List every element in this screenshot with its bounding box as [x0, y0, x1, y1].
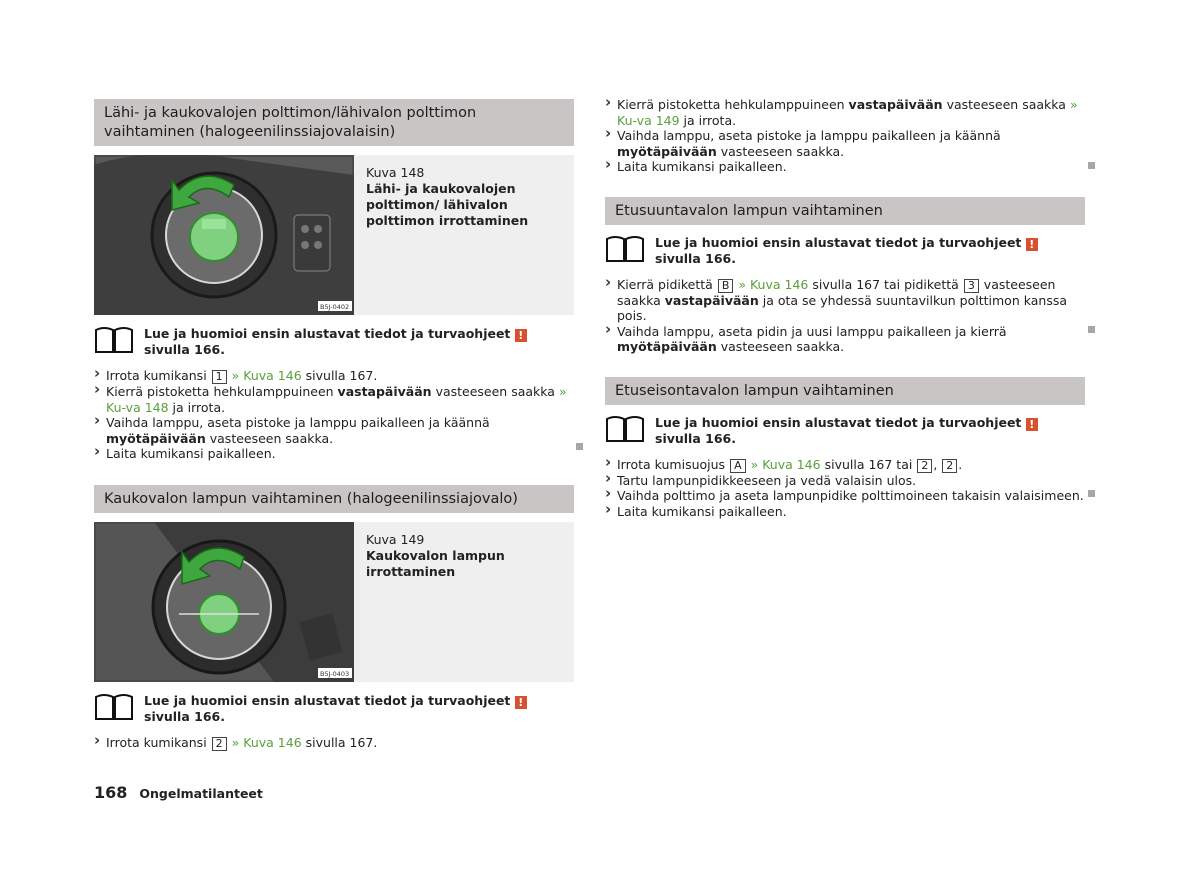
notice-text: Lue ja huomioi ensin alustavat tiedot ja turvaohjeet — [655, 234, 1022, 250]
chapter-title: Ongelmatilanteet — [139, 786, 263, 801]
step-item: › Laita kumikansi paikalleen. — [605, 504, 1085, 520]
figure-reference-link[interactable]: » Kuva 146 — [738, 276, 809, 292]
steps-list — [605, 277, 1085, 355]
heading-line-1: Lähi- ja kaukovalojen polttimon/lähivalon polttimon — [104, 105, 477, 121]
callout-box: A — [730, 459, 746, 473]
figure-title: Kaukovalon lampun irrottaminen — [366, 547, 505, 579]
warning-icon: ! — [1026, 418, 1038, 431]
notice-page-link[interactable]: sivulla 166. — [655, 430, 736, 446]
book-icon — [94, 693, 134, 721]
callout-box: 2 — [942, 459, 957, 473]
step-item: › Irrota kumikansi 1 » Kuva 146 sivulla 167. — [94, 368, 574, 384]
section-end-marker — [576, 443, 583, 450]
warning-icon: ! — [1026, 238, 1038, 251]
figure-149 — [94, 522, 574, 682]
book-icon — [94, 326, 134, 354]
callout-box: 1 — [212, 370, 227, 384]
section-end-marker — [1088, 162, 1095, 169]
step-item: › Laita kumikansi paikalleen. — [605, 159, 1085, 175]
notice-text: Lue ja huomioi ensin alustavat tiedot ja turvaohjeet — [144, 326, 511, 341]
figure-reference-link[interactable]: » Kuva 146 — [231, 734, 302, 750]
figure-reference-link[interactable]: » Ku-va 149 — [617, 97, 1078, 128]
callout-box: B — [718, 279, 734, 293]
notice-text: Lue ja huomioi ensin alustavat tiedot ja turvaohjeet — [144, 692, 511, 708]
page-number: 168 — [94, 783, 128, 802]
figure-code: B5J-0402 — [320, 303, 350, 311]
callout-box: 3 — [964, 279, 979, 293]
heading-text: Kaukovalon lampun vaihtaminen (halogeenilinssiajovalo) — [104, 490, 518, 507]
callout-box: 2 — [917, 459, 932, 473]
figure-caption — [366, 165, 576, 229]
steps-list — [605, 97, 1085, 175]
section-heading-high-beam — [94, 485, 574, 513]
safety-notice — [94, 693, 574, 725]
warning-icon: ! — [515, 329, 527, 342]
section-heading-turn-signal — [605, 197, 1085, 225]
step-item: › Vaihda lamppu, aseta pistoke ja lamppu paikalleen ja käännä myötäpäivään vasteeseen saakka. — [605, 128, 1085, 159]
figure-number: Kuva 149 — [366, 531, 425, 547]
step-item: › Vaihda lamppu, aseta pidin ja uusi lamppu paikalleen ja kierrä myötäpäivään vasteeseen saakka. — [605, 324, 1085, 355]
step-item: › Laita kumikansi paikalleen. — [94, 446, 574, 462]
steps-list — [94, 735, 574, 751]
headlight-bulb-illustration — [94, 155, 354, 315]
figure-number: Kuva 148 — [366, 165, 425, 180]
step-item: › Irrota kumisuojus A » Kuva 146 sivulla 167 tai 2 , 2 . — [605, 457, 1085, 473]
notice-text: Lue ja huomioi ensin alustavat tiedot ja turvaohjeet — [655, 414, 1022, 430]
step-item: › Kierrä pidikettä B » Kuva 146 sivulla 167 tai pidikettä 3 vasteeseen saakka vastapäivään ja ota se yhdessä suuntavilkun polttimon kanssa pois. — [605, 277, 1085, 324]
notice-page-link[interactable]: sivulla 166. — [144, 708, 225, 724]
step-item: › Kierrä pistoketta hehkulamppuineen vastapäivään vasteeseen saakka » Ku-va 149 ja irrota. — [605, 97, 1085, 128]
figure-caption — [366, 532, 576, 580]
warning-icon: ! — [515, 696, 527, 709]
section-heading-parking-light — [605, 377, 1085, 405]
safety-notice — [605, 235, 1085, 267]
figure-title: Lähi- ja kaukovalojen polttimon/ lähivalon polttimon irrottaminen — [366, 181, 529, 228]
safety-notice — [605, 415, 1085, 447]
step-item: › Tartu lampunpidikkeeseen ja vedä valaisin ulos. — [605, 473, 1085, 489]
book-icon — [605, 235, 645, 263]
left-column — [94, 99, 574, 751]
notice-page-link[interactable]: sivulla 166. — [655, 250, 736, 266]
figure-148 — [94, 155, 574, 315]
step-item: › Vaihda lamppu, aseta pistoke ja lamppu paikalleen ja käännä myötäpäivään vasteeseen saakka. — [94, 415, 574, 446]
figure-reference-link[interactable]: » Ku-va 148 — [106, 384, 567, 415]
step-item: › Vaihda polttimo ja aseta lampunpidike polttimoineen takaisin valaisimeen. — [605, 488, 1085, 504]
callout-box: 2 — [212, 737, 227, 751]
figure-reference-link[interactable]: » Kuva 146 — [750, 456, 821, 472]
section-end-marker — [1088, 490, 1095, 497]
section-heading-low-high-beam — [94, 99, 574, 146]
high-beam-bulb-illustration — [94, 522, 354, 682]
step-item: › Kierrä pistoketta hehkulamppuineen vastapäivään vasteeseen saakka » Ku-va 148 ja irrota. — [94, 384, 574, 415]
figure-code: B5J-0403 — [320, 669, 350, 678]
steps-list — [605, 457, 1085, 520]
heading-text: Etuseisontavalon lampun vaihtaminen — [615, 382, 894, 399]
heading-line-2: vaihtaminen (halogeenilinssiajovalaisin) — [104, 124, 396, 140]
step-item: › Irrota kumikansi 2 » Kuva 146 sivulla 167. — [94, 735, 574, 751]
page-footer — [94, 785, 263, 802]
notice-page-link[interactable]: sivulla 166. — [144, 342, 225, 357]
heading-text: Etusuuntavalon lampun vaihtaminen — [615, 202, 883, 219]
book-icon — [605, 415, 645, 443]
safety-notice — [94, 326, 574, 358]
section-end-marker — [1088, 326, 1095, 333]
steps-list — [94, 368, 574, 462]
figure-reference-link[interactable]: » Kuva 146 — [231, 368, 302, 383]
right-column — [605, 97, 1085, 519]
